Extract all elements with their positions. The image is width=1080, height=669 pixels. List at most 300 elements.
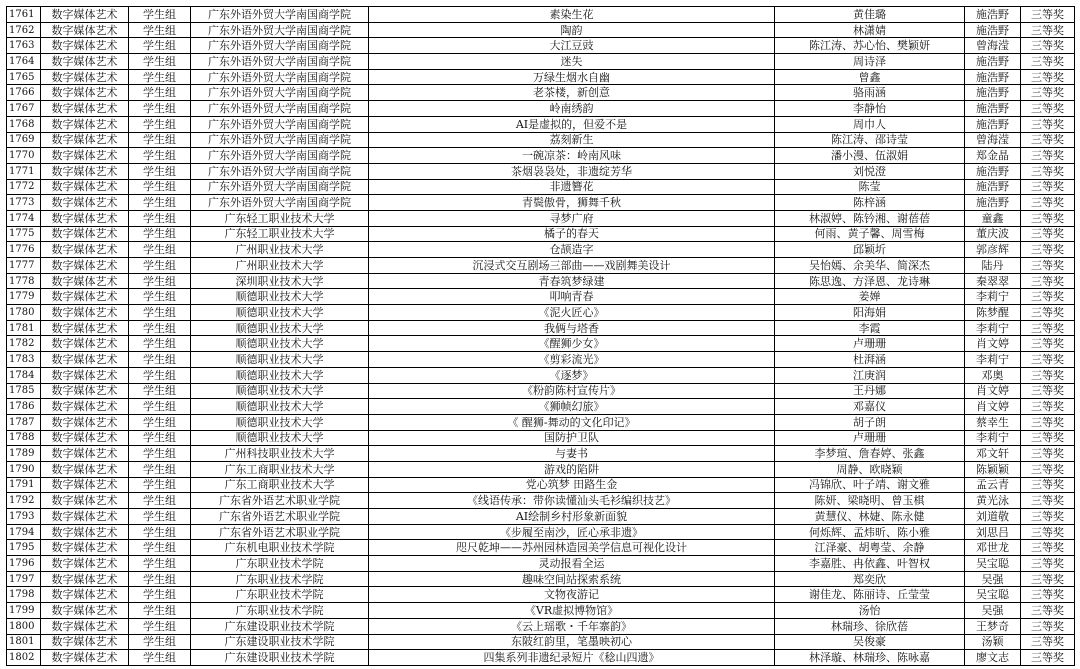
category-cell: 数字媒体艺术 (41, 477, 129, 493)
table-row (7, 273, 1075, 289)
category-cell: 数字媒体艺术 (41, 336, 129, 352)
award-cell: 三等奖 (1021, 587, 1075, 603)
authors-cell: 陈妍、梁晓明、曾玉棋 (775, 493, 965, 509)
advisor-cell: 邓文轩 (965, 446, 1021, 462)
work-title-cell: 四集系列非遗纪录短片《稔山四遗》 (369, 650, 775, 666)
advisor-cell: 施浩野 (965, 179, 1021, 195)
row-number: 1761 (7, 7, 41, 23)
category-cell: 数字媒体艺术 (41, 148, 129, 164)
advisor-cell: 施浩野 (965, 85, 1021, 101)
school-cell: 广东工商职业技术大学 (191, 461, 369, 477)
school-cell: 广东外语外贸大学南国商学院 (191, 163, 369, 179)
group-cell: 学生组 (129, 367, 191, 383)
award-cell: 三等奖 (1021, 69, 1075, 85)
group-cell: 学生组 (129, 399, 191, 415)
row-number: 1775 (7, 226, 41, 242)
school-cell: 广东轻工职业技术大学 (191, 210, 369, 226)
advisor-cell: 吴强 (965, 571, 1021, 587)
school-cell: 广东外语外贸大学南国商学院 (191, 148, 369, 164)
category-cell: 数字媒体艺术 (41, 383, 129, 399)
award-cell: 三等奖 (1021, 85, 1075, 101)
group-cell: 学生组 (129, 571, 191, 587)
authors-cell: 江泽豪、胡粤莹、余静 (775, 540, 965, 556)
row-number: 1787 (7, 414, 41, 430)
school-cell: 广东外语外贸大学南国商学院 (191, 22, 369, 38)
school-cell: 广东工商职业技术大学 (191, 477, 369, 493)
table-row (7, 587, 1075, 603)
row-number: 1766 (7, 85, 41, 101)
authors-cell: 胡子朗 (775, 414, 965, 430)
award-cell: 三等奖 (1021, 289, 1075, 305)
category-cell: 数字媒体艺术 (41, 85, 129, 101)
authors-cell: 周静、欧晓颖 (775, 461, 965, 477)
work-title-cell: 《剪彩流光》 (369, 352, 775, 368)
category-cell: 数字媒体艺术 (41, 69, 129, 85)
award-cell: 三等奖 (1021, 399, 1075, 415)
table-row (7, 195, 1075, 211)
advisor-cell: 李莉宁 (965, 289, 1021, 305)
award-cell: 三等奖 (1021, 383, 1075, 399)
work-title-cell: 《醒狮少女》 (369, 336, 775, 352)
authors-cell: 邱颖圻 (775, 242, 965, 258)
table-row (7, 22, 1075, 38)
award-cell: 三等奖 (1021, 477, 1075, 493)
work-title-cell: 趣味空间站探索系统 (369, 571, 775, 587)
award-cell: 三等奖 (1021, 414, 1075, 430)
group-cell: 学生组 (129, 7, 191, 23)
row-number: 1776 (7, 242, 41, 258)
work-title-cell: 老茶楼，新创意 (369, 85, 775, 101)
award-cell: 三等奖 (1021, 54, 1075, 70)
group-cell: 学生组 (129, 430, 191, 446)
group-cell: 学生组 (129, 195, 191, 211)
advisor-cell: 李莉宁 (965, 352, 1021, 368)
authors-cell: 姜婵 (775, 289, 965, 305)
school-cell: 顺德职业技术大学 (191, 289, 369, 305)
authors-cell: 吴俊豪 (775, 634, 965, 650)
group-cell: 学生组 (129, 587, 191, 603)
group-cell: 学生组 (129, 85, 191, 101)
advisor-cell: 陈梦醒 (965, 305, 1021, 321)
awards-table (6, 6, 1075, 666)
group-cell: 学生组 (129, 634, 191, 650)
row-number: 1795 (7, 540, 41, 556)
advisor-cell: 郭彦辉 (965, 242, 1021, 258)
award-cell: 三等奖 (1021, 336, 1075, 352)
category-cell: 数字媒体艺术 (41, 163, 129, 179)
category-cell: 数字媒体艺术 (41, 132, 129, 148)
category-cell: 数字媒体艺术 (41, 524, 129, 540)
advisor-cell: 施浩野 (965, 101, 1021, 117)
row-number: 1763 (7, 38, 41, 54)
advisor-cell: 董庆波 (965, 226, 1021, 242)
table-row (7, 493, 1075, 509)
row-number: 1769 (7, 132, 41, 148)
advisor-cell: 施浩野 (965, 69, 1021, 85)
school-cell: 广东外语外贸大学南国商学院 (191, 132, 369, 148)
row-number: 1796 (7, 556, 41, 572)
work-title-cell: 叩响青春 (369, 289, 775, 305)
table-row (7, 603, 1075, 619)
school-cell: 顺德职业技术大学 (191, 399, 369, 415)
school-cell: 广东省外语艺术职业学院 (191, 509, 369, 525)
award-cell: 三等奖 (1021, 305, 1075, 321)
school-cell: 顺德职业技术大学 (191, 383, 369, 399)
school-cell: 广东职业技术学院 (191, 603, 369, 619)
work-title-cell: 《狮帧幻旅》 (369, 399, 775, 415)
authors-cell: 江庚润 (775, 367, 965, 383)
table-row (7, 7, 1075, 23)
authors-cell: 郑奕欣 (775, 571, 965, 587)
school-cell: 广东外语外贸大学南国商学院 (191, 179, 369, 195)
advisor-cell: 王梦奇 (965, 618, 1021, 634)
school-cell: 顺德职业技术大学 (191, 336, 369, 352)
advisor-cell: 廖文志 (965, 650, 1021, 666)
category-cell: 数字媒体艺术 (41, 509, 129, 525)
table-row (7, 38, 1075, 54)
row-number: 1798 (7, 587, 41, 603)
category-cell: 数字媒体艺术 (41, 210, 129, 226)
table-row (7, 226, 1075, 242)
category-cell: 数字媒体艺术 (41, 446, 129, 462)
group-cell: 学生组 (129, 116, 191, 132)
advisor-cell: 刘思吕 (965, 524, 1021, 540)
row-number: 1790 (7, 461, 41, 477)
work-title-cell: 一碗凉茶：岭南风味 (369, 148, 775, 164)
group-cell: 学生组 (129, 101, 191, 117)
authors-cell: 谢佳龙、陈丽诗、丘莹莹 (775, 587, 965, 603)
advisor-cell: 曾海滢 (965, 38, 1021, 54)
row-number: 1797 (7, 571, 41, 587)
category-cell: 数字媒体艺术 (41, 226, 129, 242)
school-cell: 广东外语外贸大学南国商学院 (191, 116, 369, 132)
authors-cell: 吴怡嫣、余美华、简深杰 (775, 258, 965, 274)
row-number: 1777 (7, 258, 41, 274)
category-cell: 数字媒体艺术 (41, 556, 129, 572)
advisor-cell: 施浩野 (965, 163, 1021, 179)
table-row (7, 650, 1075, 666)
award-cell: 三等奖 (1021, 179, 1075, 195)
work-title-cell: AI是虚拟的，但爱不是 (369, 116, 775, 132)
work-title-cell: 《线语传承：带你读懂汕头毛衫编织技艺》 (369, 493, 775, 509)
authors-cell: 何雨、黄子馨、周雪梅 (775, 226, 965, 242)
row-number: 1773 (7, 195, 41, 211)
advisor-cell: 李莉宁 (965, 430, 1021, 446)
row-number: 1779 (7, 289, 41, 305)
award-cell: 三等奖 (1021, 116, 1075, 132)
table-row (7, 336, 1075, 352)
advisor-cell: 吴宝聪 (965, 587, 1021, 603)
work-title-cell: 《步履至南沙，匠心承非遗》 (369, 524, 775, 540)
group-cell: 学生组 (129, 352, 191, 368)
school-cell: 顺德职业技术大学 (191, 367, 369, 383)
advisor-cell: 邓奥 (965, 367, 1021, 383)
category-cell: 数字媒体艺术 (41, 587, 129, 603)
advisor-cell: 汤颖 (965, 634, 1021, 650)
table-row (7, 461, 1075, 477)
group-cell: 学生组 (129, 305, 191, 321)
group-cell: 学生组 (129, 132, 191, 148)
row-number: 1771 (7, 163, 41, 179)
authors-cell: 陈江涛、苏心怡、樊颖妍 (775, 38, 965, 54)
group-cell: 学生组 (129, 273, 191, 289)
school-cell: 广东外语外贸大学南国商学院 (191, 195, 369, 211)
work-title-cell: 茶烟袅袅处，非遗绽芳华 (369, 163, 775, 179)
advisor-cell: 曾海滢 (965, 132, 1021, 148)
award-cell: 三等奖 (1021, 446, 1075, 462)
authors-cell: 汤怡 (775, 603, 965, 619)
row-number: 1781 (7, 320, 41, 336)
table-row (7, 242, 1075, 258)
advisor-cell: 肖文婷 (965, 399, 1021, 415)
row-number: 1789 (7, 446, 41, 462)
table-row (7, 367, 1075, 383)
award-cell: 三等奖 (1021, 430, 1075, 446)
row-number: 1767 (7, 101, 41, 117)
authors-cell: 陈梓涵 (775, 195, 965, 211)
group-cell: 学生组 (129, 258, 191, 274)
authors-cell: 曾鑫 (775, 69, 965, 85)
table-row (7, 430, 1075, 446)
school-cell: 广东职业技术学院 (191, 571, 369, 587)
work-title-cell: 万绿生烟水自幽 (369, 69, 775, 85)
group-cell: 学生组 (129, 336, 191, 352)
work-title-cell: 沉浸式交互剧场三部曲——戏剧舞美设计 (369, 258, 775, 274)
advisor-cell: 施浩野 (965, 22, 1021, 38)
row-number: 1782 (7, 336, 41, 352)
category-cell: 数字媒体艺术 (41, 414, 129, 430)
award-cell: 三等奖 (1021, 273, 1075, 289)
school-cell: 顺德职业技术大学 (191, 352, 369, 368)
advisor-cell: 黄光泳 (965, 493, 1021, 509)
award-cell: 三等奖 (1021, 101, 1075, 117)
authors-cell: 李霞 (775, 320, 965, 336)
group-cell: 学生组 (129, 289, 191, 305)
row-number: 1786 (7, 399, 41, 415)
award-cell: 三等奖 (1021, 242, 1075, 258)
table-row (7, 54, 1075, 70)
table-row (7, 258, 1075, 274)
advisor-cell: 邓世龙 (965, 540, 1021, 556)
advisor-cell: 肖文婷 (965, 383, 1021, 399)
school-cell: 广东职业技术学院 (191, 556, 369, 572)
group-cell: 学生组 (129, 524, 191, 540)
award-cell: 三等奖 (1021, 226, 1075, 242)
work-title-cell: 橘子的春天 (369, 226, 775, 242)
category-cell: 数字媒体艺术 (41, 7, 129, 23)
row-number: 1785 (7, 383, 41, 399)
school-cell: 广东外语外贸大学南国商学院 (191, 101, 369, 117)
award-cell: 三等奖 (1021, 618, 1075, 634)
row-number: 1799 (7, 603, 41, 619)
work-title-cell: 东陂红韵里，笔墨映初心 (369, 634, 775, 650)
category-cell: 数字媒体艺术 (41, 116, 129, 132)
school-cell: 深圳职业技术大学 (191, 273, 369, 289)
work-title-cell: 迷失 (369, 54, 775, 70)
school-cell: 顺德职业技术大学 (191, 320, 369, 336)
row-number: 1780 (7, 305, 41, 321)
table-row (7, 571, 1075, 587)
row-number: 1764 (7, 54, 41, 70)
group-cell: 学生组 (129, 148, 191, 164)
advisor-cell: 陈颖颖 (965, 461, 1021, 477)
award-cell: 三等奖 (1021, 367, 1075, 383)
award-cell: 三等奖 (1021, 603, 1075, 619)
table-row (7, 116, 1075, 132)
group-cell: 学生组 (129, 446, 191, 462)
award-cell: 三等奖 (1021, 524, 1075, 540)
category-cell: 数字媒体艺术 (41, 571, 129, 587)
work-title-cell: 党心筑梦 田路生金 (369, 477, 775, 493)
advisor-cell: 吴强 (965, 603, 1021, 619)
group-cell: 学生组 (129, 320, 191, 336)
advisor-cell: 郑金晶 (965, 148, 1021, 164)
table-row (7, 352, 1075, 368)
advisor-cell: 刘道敬 (965, 509, 1021, 525)
school-cell: 广东轻工职业技术大学 (191, 226, 369, 242)
table-row (7, 556, 1075, 572)
advisor-cell: 施浩野 (965, 116, 1021, 132)
school-cell: 广东建设职业技术学院 (191, 618, 369, 634)
table-row (7, 210, 1075, 226)
school-cell: 广东省外语艺术职业学院 (191, 524, 369, 540)
category-cell: 数字媒体艺术 (41, 461, 129, 477)
group-cell: 学生组 (129, 556, 191, 572)
award-cell: 三等奖 (1021, 132, 1075, 148)
row-number: 1802 (7, 650, 41, 666)
award-cell: 三等奖 (1021, 634, 1075, 650)
school-cell: 顺德职业技术大学 (191, 414, 369, 430)
category-cell: 数字媒体艺术 (41, 430, 129, 446)
group-cell: 学生组 (129, 477, 191, 493)
table-row (7, 414, 1075, 430)
award-cell: 三等奖 (1021, 22, 1075, 38)
work-title-cell: 与妻书 (369, 446, 775, 462)
group-cell: 学生组 (129, 38, 191, 54)
authors-cell: 周巾人 (775, 116, 965, 132)
work-title-cell: 仓颉造字 (369, 242, 775, 258)
work-title-cell: 青春筑梦绿建 (369, 273, 775, 289)
school-cell: 广州职业技术大学 (191, 258, 369, 274)
award-cell: 三等奖 (1021, 540, 1075, 556)
authors-cell: 李嘉胜、冉依鑫、叶智权 (775, 556, 965, 572)
category-cell: 数字媒体艺术 (41, 195, 129, 211)
school-cell: 广东机电职业技术学院 (191, 540, 369, 556)
group-cell: 学生组 (129, 540, 191, 556)
advisor-cell: 李莉宁 (965, 320, 1021, 336)
award-cell: 三等奖 (1021, 148, 1075, 164)
table-row (7, 69, 1075, 85)
awards-table-body (7, 7, 1075, 666)
school-cell: 顺德职业技术大学 (191, 430, 369, 446)
award-cell: 三等奖 (1021, 210, 1075, 226)
authors-cell: 何烁辉、孟炜昕、陈小雅 (775, 524, 965, 540)
row-number: 1762 (7, 22, 41, 38)
work-title-cell: 非遗簪花 (369, 179, 775, 195)
work-title-cell: 《粉韵陈村宣传片》 (369, 383, 775, 399)
category-cell: 数字媒体艺术 (41, 258, 129, 274)
row-number: 1774 (7, 210, 41, 226)
category-cell: 数字媒体艺术 (41, 289, 129, 305)
authors-cell: 林泽璇、林瑞珍、陈咏嘉 (775, 650, 965, 666)
row-number: 1800 (7, 618, 41, 634)
work-title-cell: 陶韵 (369, 22, 775, 38)
award-cell: 三等奖 (1021, 493, 1075, 509)
school-cell: 顺德职业技术大学 (191, 305, 369, 321)
advisor-cell: 施浩野 (965, 7, 1021, 23)
table-row (7, 540, 1075, 556)
advisor-cell: 陆丹 (965, 258, 1021, 274)
group-cell: 学生组 (129, 179, 191, 195)
work-title-cell: 国防护卫队 (369, 430, 775, 446)
table-row (7, 383, 1075, 399)
authors-cell: 林潇婧 (775, 22, 965, 38)
work-title-cell: 《逐梦》 (369, 367, 775, 383)
work-title-cell: 《 醒狮-舞动的文化印记》 (369, 414, 775, 430)
work-title-cell: 青鬓傲骨，狮舞千秋 (369, 195, 775, 211)
group-cell: 学生组 (129, 54, 191, 70)
group-cell: 学生组 (129, 226, 191, 242)
table-row (7, 399, 1075, 415)
category-cell: 数字媒体艺术 (41, 273, 129, 289)
row-number: 1765 (7, 69, 41, 85)
category-cell: 数字媒体艺术 (41, 618, 129, 634)
table-row (7, 320, 1075, 336)
table-row (7, 446, 1075, 462)
group-cell: 学生组 (129, 242, 191, 258)
work-title-cell: 文物夜游记 (369, 587, 775, 603)
row-number: 1778 (7, 273, 41, 289)
group-cell: 学生组 (129, 69, 191, 85)
work-title-cell: 《云上瑶歌・千年寨韵》 (369, 618, 775, 634)
category-cell: 数字媒体艺术 (41, 38, 129, 54)
school-cell: 广东建设职业技术学院 (191, 634, 369, 650)
authors-cell: 林瑞珍、徐欣蓓 (775, 618, 965, 634)
row-number: 1792 (7, 493, 41, 509)
award-cell: 三等奖 (1021, 258, 1075, 274)
school-cell: 广东建设职业技术学院 (191, 650, 369, 666)
category-cell: 数字媒体艺术 (41, 634, 129, 650)
category-cell: 数字媒体艺术 (41, 305, 129, 321)
category-cell: 数字媒体艺术 (41, 603, 129, 619)
work-title-cell: AI绘制乡村形象新面貌 (369, 509, 775, 525)
row-number: 1772 (7, 179, 41, 195)
authors-cell: 黄慧仪、林婕、陈永健 (775, 509, 965, 525)
work-title-cell: 咫尺乾坤——苏州园林造园美学信息可视化设计 (369, 540, 775, 556)
school-cell: 广东外语外贸大学南国商学院 (191, 38, 369, 54)
advisor-cell: 童鑫 (965, 210, 1021, 226)
work-title-cell: 我俩与塔香 (369, 320, 775, 336)
advisor-cell: 蔡幸生 (965, 414, 1021, 430)
category-cell: 数字媒体艺术 (41, 242, 129, 258)
group-cell: 学生组 (129, 650, 191, 666)
category-cell: 数字媒体艺术 (41, 101, 129, 117)
work-title-cell: 寻梦广府 (369, 210, 775, 226)
table-row (7, 179, 1075, 195)
school-cell: 广东外语外贸大学南国商学院 (191, 7, 369, 23)
award-cell: 三等奖 (1021, 556, 1075, 572)
group-cell: 学生组 (129, 509, 191, 525)
authors-cell: 潘小漫、伍淑娟 (775, 148, 965, 164)
award-cell: 三等奖 (1021, 163, 1075, 179)
school-cell: 广东外语外贸大学南国商学院 (191, 54, 369, 70)
table-row (7, 618, 1075, 634)
table-row (7, 101, 1075, 117)
authors-cell: 刘悦澄 (775, 163, 965, 179)
award-cell: 三等奖 (1021, 650, 1075, 666)
group-cell: 学生组 (129, 618, 191, 634)
award-cell: 三等奖 (1021, 352, 1075, 368)
